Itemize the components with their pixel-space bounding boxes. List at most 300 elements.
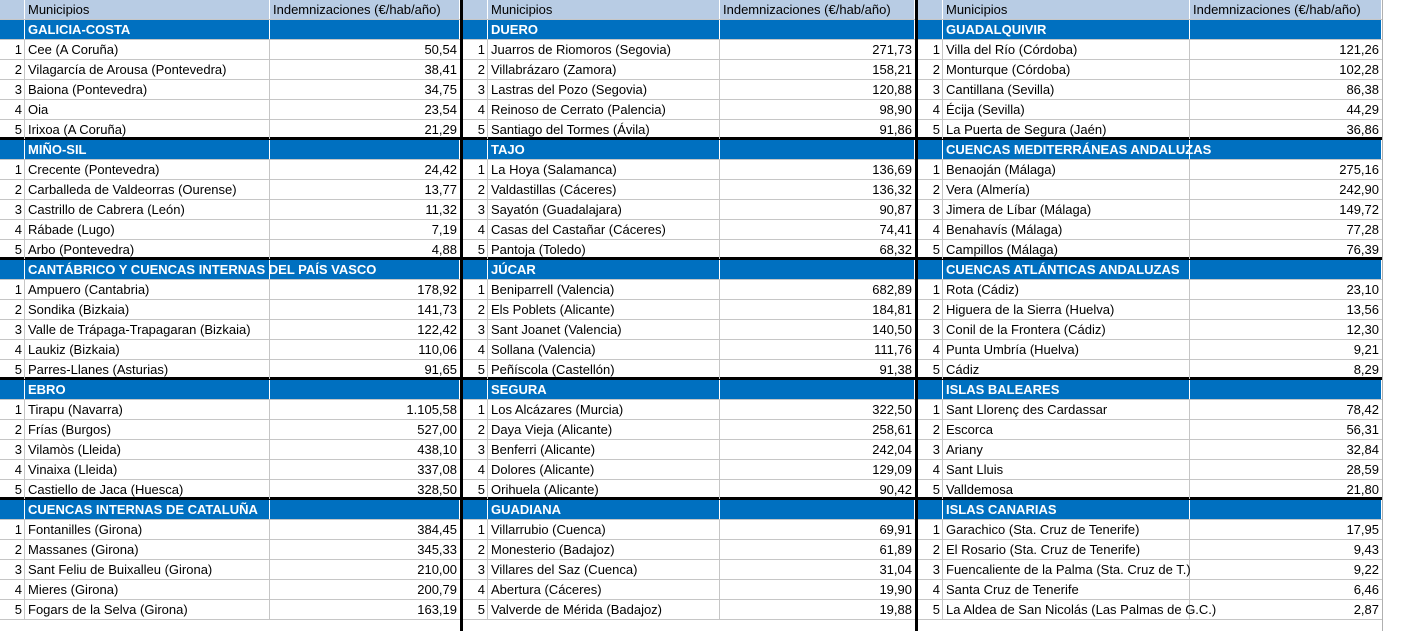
table-row	[0, 280, 460, 300]
table-row	[918, 160, 1382, 180]
municipality-cell[interactable]: Santiago del Tormes (Ávila)	[488, 120, 720, 139]
rank-cell[interactable]: 1	[463, 160, 488, 179]
table-row	[0, 120, 460, 140]
value-cell[interactable]: 9,21	[1353, 342, 1379, 357]
value-cell[interactable]: 34,75	[424, 82, 457, 97]
municipality-cell[interactable]: Villarrubio (Cuenca)	[488, 520, 720, 539]
municipality-cell[interactable]: Écija (Sevilla)	[943, 100, 1190, 119]
value-cell[interactable]: 36,86	[1346, 122, 1379, 137]
rank-cell[interactable]: 5	[463, 240, 488, 259]
rank-cell[interactable]: 4	[463, 100, 488, 119]
table-row	[0, 580, 460, 600]
rank-cell[interactable]: 5	[0, 480, 25, 499]
table-row	[463, 540, 915, 560]
rank-cell[interactable]: 5	[918, 360, 943, 379]
table-row	[463, 40, 915, 60]
table-row	[918, 420, 1382, 440]
municipality-cell[interactable]: Rota (Cádiz)	[943, 280, 1190, 299]
municipality-cell[interactable]: Villa del Río (Córdoba)	[943, 40, 1190, 59]
municipality-cell[interactable]: Sayatón (Guadalajara)	[488, 200, 720, 219]
value-cell[interactable]: 2,87	[1353, 602, 1379, 617]
rank-cell[interactable]: 2	[918, 540, 943, 559]
table-row	[0, 540, 460, 560]
municipality-cell[interactable]: Casas del Castañar (Cáceres)	[488, 220, 720, 239]
value-cell[interactable]: 32,84	[1346, 442, 1379, 457]
value-cell[interactable]: 682,89	[872, 282, 912, 297]
group-name[interactable]: EBRO	[25, 380, 270, 399]
municipality-cell[interactable]: Monesterio (Badajoz)	[488, 540, 720, 559]
municipality-cell[interactable]: Sollana (Valencia)	[488, 340, 720, 359]
rank-cell[interactable]: 3	[463, 320, 488, 339]
rank-cell[interactable]: 1	[0, 520, 25, 539]
table-row	[463, 280, 915, 300]
municipality-cell[interactable]: Monturque (Córdoba)	[943, 60, 1190, 79]
table-row	[0, 520, 460, 540]
rank-cell[interactable]: 5	[918, 600, 943, 619]
group-name[interactable]: ISLAS CANARIAS	[943, 500, 1190, 519]
group-value-blank	[270, 140, 460, 159]
rank-cell[interactable]: 4	[463, 580, 488, 599]
rank-cell[interactable]: 3	[0, 320, 25, 339]
rank-cell[interactable]: 5	[463, 360, 488, 379]
rank-cell[interactable]: 1	[918, 520, 943, 539]
value-cell[interactable]: 21,29	[424, 122, 457, 137]
municipality-cell[interactable]: Valdastillas (Cáceres)	[488, 180, 720, 199]
value-cell[interactable]: 110,06	[418, 342, 457, 357]
header-indemnizaciones[interactable]: Indemnizaciones (€/hab/año)	[1190, 0, 1382, 19]
municipality-cell[interactable]: Fontanilles (Girona)	[25, 520, 270, 539]
municipality-cell[interactable]: Cantillana (Sevilla)	[943, 80, 1190, 99]
rank-cell[interactable]: 4	[918, 340, 943, 359]
table-row	[918, 220, 1382, 240]
table-row	[463, 180, 915, 200]
municipality-cell[interactable]: Mieres (Girona)	[25, 580, 270, 599]
value-cell[interactable]: 91,65	[424, 362, 457, 377]
group-value-blank	[270, 20, 460, 39]
municipality-cell[interactable]: Punta Umbría (Huelva)	[943, 340, 1190, 359]
table-row	[463, 160, 915, 180]
value-cell[interactable]: 8,29	[1353, 362, 1379, 377]
municipality-cell[interactable]: Jimera de Líbar (Málaga)	[943, 200, 1190, 219]
value-cell[interactable]: 61,89	[879, 542, 912, 557]
value-cell[interactable]: 136,32	[872, 182, 912, 197]
group-name[interactable]: JÚCAR	[488, 260, 720, 279]
rank-cell[interactable]: 2	[463, 60, 488, 79]
rank-cell[interactable]: 5	[918, 240, 943, 259]
rank-cell[interactable]: 5	[0, 120, 25, 139]
municipality-cell[interactable]: Villabrázaro (Zamora)	[488, 60, 720, 79]
value-cell[interactable]: 9,43	[1353, 542, 1379, 557]
table-row	[0, 160, 460, 180]
rank-cell[interactable]: 1	[918, 280, 943, 299]
municipality-cell[interactable]: Juarros de Riomoros (Segovia)	[488, 40, 720, 59]
municipality-cell[interactable]: Lastras del Pozo (Segovia)	[488, 80, 720, 99]
municipality-cell[interactable]: Cádiz	[943, 360, 1190, 379]
rank-cell[interactable]: 1	[0, 280, 25, 299]
group-header-row	[463, 500, 915, 520]
value-cell[interactable]: 200,79	[417, 582, 457, 597]
group-header-row	[0, 20, 460, 40]
rank-cell[interactable]: 5	[0, 240, 25, 259]
value-cell[interactable]: 90,87	[879, 202, 912, 217]
municipality-cell[interactable]: Crecente (Pontevedra)	[25, 160, 270, 179]
table-row	[463, 520, 915, 540]
municipality-cell[interactable]: Fuencaliente de la Palma (Sta. Cruz de T.)	[943, 560, 1190, 579]
value-cell[interactable]: 322,50	[872, 402, 912, 417]
value-cell[interactable]: 384,45	[417, 522, 457, 537]
header-municipios[interactable]: Municipios	[25, 0, 270, 19]
rank-cell[interactable]: 2	[463, 540, 488, 559]
value-cell[interactable]: 140,50	[872, 322, 912, 337]
group-name[interactable]: CANTÁBRICO Y CUENCAS INTERNAS DEL PAÍS VASCO	[25, 260, 270, 279]
group-header-row	[918, 140, 1382, 160]
table-row	[0, 560, 460, 580]
value-cell[interactable]: 136,69	[872, 162, 912, 177]
table-row	[918, 240, 1382, 260]
rank-cell[interactable]: 1	[463, 280, 488, 299]
rank-cell[interactable]: 4	[0, 340, 25, 359]
rank-cell[interactable]: 3	[918, 200, 943, 219]
group-blank-cell	[918, 140, 943, 159]
value-cell[interactable]: 69,91	[879, 522, 912, 537]
value-cell[interactable]: 50,54	[424, 42, 457, 57]
municipality-cell[interactable]: Castrillo de Cabrera (León)	[25, 200, 270, 219]
municipality-cell[interactable]: Sant Lluis	[943, 460, 1190, 479]
rank-cell[interactable]: 1	[0, 400, 25, 419]
value-cell[interactable]: 121,26	[1339, 42, 1379, 57]
value-cell[interactable]: 527,00	[417, 422, 457, 437]
municipality-cell[interactable]: Arbo (Pontevedra)	[25, 240, 270, 259]
group-name[interactable]: GUADIANA	[488, 500, 720, 519]
rank-cell[interactable]: 2	[463, 300, 488, 319]
rank-cell[interactable]: 5	[918, 120, 943, 139]
value-cell[interactable]: 13,56	[1346, 302, 1379, 317]
group-value-blank	[720, 140, 915, 159]
value-cell[interactable]: 158,21	[872, 62, 912, 77]
rank-cell[interactable]: 3	[0, 440, 25, 459]
table-row	[918, 200, 1382, 220]
value-cell[interactable]: 328,50	[417, 482, 457, 497]
value-cell[interactable]: 90,42	[879, 482, 912, 497]
rank-cell[interactable]: 3	[0, 200, 25, 219]
rank-cell[interactable]: 2	[463, 180, 488, 199]
municipality-cell[interactable]: Daya Vieja (Alicante)	[488, 420, 720, 439]
value-cell[interactable]: 13,77	[424, 182, 457, 197]
rank-cell[interactable]: 2	[918, 420, 943, 439]
rank-cell[interactable]: 2	[918, 180, 943, 199]
rank-cell[interactable]: 4	[0, 220, 25, 239]
group-value-blank	[1190, 500, 1382, 519]
rank-cell[interactable]: 2	[0, 300, 25, 319]
rank-cell[interactable]: 1	[0, 40, 25, 59]
value-cell[interactable]: 24,42	[424, 162, 457, 177]
table-column-2	[463, 0, 918, 631]
value-cell[interactable]: 1.105,58	[406, 402, 457, 417]
municipality-cell[interactable]: Irixoa (A Coruña)	[25, 120, 270, 139]
header-row	[0, 0, 460, 20]
municipality-cell[interactable]: Dolores (Alicante)	[488, 460, 720, 479]
value-cell[interactable]: 31,04	[879, 562, 912, 577]
municipality-cell[interactable]: Massanes (Girona)	[25, 540, 270, 559]
municipality-cell[interactable]: Cee (A Coruña)	[25, 40, 270, 59]
rank-cell[interactable]: 1	[0, 160, 25, 179]
group-header-row	[463, 260, 915, 280]
group-value-blank	[720, 260, 915, 279]
municipality-cell[interactable]: Orihuela (Alicante)	[488, 480, 720, 499]
header-indemnizaciones[interactable]: Indemnizaciones (€/hab/año)	[270, 0, 460, 19]
rank-cell[interactable]: 2	[0, 60, 25, 79]
value-cell[interactable]: 23,54	[424, 102, 457, 117]
table-row	[0, 480, 460, 500]
rank-cell[interactable]: 5	[463, 480, 488, 499]
municipality-cell[interactable]: El Rosario (Sta. Cruz de Tenerife)	[943, 540, 1190, 559]
group-header-row	[0, 500, 460, 520]
municipality-cell[interactable]: Pantoja (Toledo)	[488, 240, 720, 259]
value-cell[interactable]: 12,30	[1346, 322, 1379, 337]
municipality-cell[interactable]: La Puerta de Segura (Jaén)	[943, 120, 1190, 139]
group-value-blank	[720, 500, 915, 519]
municipality-cell[interactable]: Els Poblets (Alicante)	[488, 300, 720, 319]
rank-cell[interactable]: 5	[463, 120, 488, 139]
value-cell[interactable]: 19,88	[879, 602, 912, 617]
municipality-cell[interactable]: Reinoso de Cerrato (Palencia)	[488, 100, 720, 119]
municipality-cell[interactable]: Benahavís (Málaga)	[943, 220, 1190, 239]
municipality-cell[interactable]: Fogars de la Selva (Girona)	[25, 600, 270, 619]
municipality-cell[interactable]: Higuera de la Sierra (Huelva)	[943, 300, 1190, 319]
table-row	[918, 520, 1382, 540]
group-name[interactable]: CUENCAS ATLÁNTICAS ANDALUZAS	[943, 260, 1190, 279]
group-name[interactable]: DUERO	[488, 20, 720, 39]
value-cell[interactable]: 91,38	[879, 362, 912, 377]
rank-cell[interactable]: 4	[918, 580, 943, 599]
group-blank-cell	[463, 20, 488, 39]
table-row	[0, 320, 460, 340]
municipality-cell[interactable]: Vinaixa (Lleida)	[25, 460, 270, 479]
group-name[interactable]: MIÑO-SIL	[25, 140, 270, 159]
value-cell[interactable]: 19,90	[879, 582, 912, 597]
rank-cell[interactable]: 1	[918, 160, 943, 179]
value-cell[interactable]: 38,41	[424, 62, 457, 77]
group-blank-cell	[0, 500, 25, 519]
rank-cell[interactable]: 1	[463, 520, 488, 539]
rank-cell[interactable]: 3	[0, 560, 25, 579]
rank-cell[interactable]: 5	[0, 600, 25, 619]
municipality-cell[interactable]: Vilagarcía de Arousa (Pontevedra)	[25, 60, 270, 79]
value-cell[interactable]: 7,19	[431, 222, 457, 237]
table-row	[463, 420, 915, 440]
rank-cell[interactable]: 1	[918, 40, 943, 59]
municipality-cell[interactable]: Villares del Saz (Cuenca)	[488, 560, 720, 579]
value-cell[interactable]: 337,08	[417, 462, 457, 477]
header-municipios[interactable]: Municipios	[943, 0, 1190, 19]
municipality-cell[interactable]: Garachico (Sta. Cruz de Tenerife)	[943, 520, 1190, 539]
group-header-row	[0, 140, 460, 160]
value-cell[interactable]: 23,10	[1346, 282, 1379, 297]
rank-cell[interactable]: 2	[918, 300, 943, 319]
rank-cell[interactable]: 4	[0, 460, 25, 479]
municipality-cell[interactable]: Santa Cruz de Tenerife	[943, 580, 1190, 599]
value-cell[interactable]: 242,04	[872, 442, 912, 457]
rank-cell[interactable]: 4	[463, 460, 488, 479]
municipality-cell[interactable]: Frías (Burgos)	[25, 420, 270, 439]
value-cell[interactable]: 102,28	[1339, 62, 1379, 77]
municipality-cell[interactable]: Valldemosa	[943, 480, 1190, 499]
municipality-cell[interactable]: Oia	[25, 100, 270, 119]
municipality-cell[interactable]: Sant Llorenç des Cardassar	[943, 400, 1190, 419]
group-name[interactable]: CUENCAS INTERNAS DE CATALUÑA	[25, 500, 270, 519]
rank-cell[interactable]: 3	[463, 560, 488, 579]
rank-cell[interactable]: 2	[0, 180, 25, 199]
municipality-cell[interactable]: Baiona (Pontevedra)	[25, 80, 270, 99]
value-cell[interactable]: 86,38	[1346, 82, 1379, 97]
rank-cell[interactable]: 3	[918, 560, 943, 579]
value-cell[interactable]: 141,73	[417, 302, 457, 317]
rank-cell[interactable]: 2	[463, 420, 488, 439]
value-cell[interactable]: 178,92	[417, 282, 457, 297]
value-cell[interactable]: 9,22	[1353, 562, 1379, 577]
value-cell[interactable]: 111,76	[874, 342, 912, 357]
value-cell[interactable]: 122,42	[417, 322, 457, 337]
rank-cell[interactable]: 5	[918, 480, 943, 499]
group-name[interactable]: CUENCAS MEDITERRÁNEAS ANDALUZAS	[943, 140, 1190, 159]
table-row	[918, 320, 1382, 340]
municipality-cell[interactable]: La Hoya (Salamanca)	[488, 160, 720, 179]
rank-cell[interactable]: 3	[918, 320, 943, 339]
value-cell[interactable]: 17,95	[1346, 522, 1379, 537]
rank-cell[interactable]: 5	[0, 360, 25, 379]
municipality-cell[interactable]: Ampuero (Cantabria)	[25, 280, 270, 299]
group-value-blank	[720, 380, 915, 399]
municipality-cell[interactable]: Sant Joanet (Valencia)	[488, 320, 720, 339]
value-cell[interactable]: 56,31	[1346, 422, 1379, 437]
value-cell[interactable]: 68,32	[879, 242, 912, 257]
table-row	[918, 360, 1382, 380]
rank-cell[interactable]: 3	[463, 440, 488, 459]
municipality-cell[interactable]: Sondika (Bizkaia)	[25, 300, 270, 319]
rank-cell[interactable]: 3	[918, 440, 943, 459]
header-row	[463, 0, 915, 20]
table-row	[918, 400, 1382, 420]
group-blank-cell	[0, 380, 25, 399]
table-row	[918, 460, 1382, 480]
municipality-cell[interactable]: Vera (Almería)	[943, 180, 1190, 199]
municipality-cell[interactable]: Rábade (Lugo)	[25, 220, 270, 239]
municipality-cell[interactable]: Valle de Trápaga-Trapagaran (Bizkaia)	[25, 320, 270, 339]
rank-cell[interactable]: 4	[463, 340, 488, 359]
value-cell[interactable]: 91,86	[879, 122, 912, 137]
municipality-cell[interactable]: Escorca	[943, 420, 1190, 439]
municipality-cell[interactable]: Los Alcázares (Murcia)	[488, 400, 720, 419]
group-name[interactable]: GUADALQUIVIR	[943, 20, 1190, 39]
rank-cell[interactable]: 2	[918, 60, 943, 79]
header-indemnizaciones[interactable]: Indemnizaciones (€/hab/año)	[720, 0, 915, 19]
rank-cell[interactable]: 1	[918, 400, 943, 419]
value-cell[interactable]: 345,33	[417, 542, 457, 557]
municipality-cell[interactable]: Campillos (Málaga)	[943, 240, 1190, 259]
value-cell[interactable]: 74,41	[879, 222, 912, 237]
municipality-cell[interactable]: Peñíscola (Castellón)	[488, 360, 720, 379]
group-blank-cell	[0, 20, 25, 39]
municipality-cell[interactable]: Parres-Llanes (Asturias)	[25, 360, 270, 379]
value-cell[interactable]: 275,16	[1339, 162, 1379, 177]
table-row	[463, 560, 915, 580]
rank-cell[interactable]: 2	[0, 540, 25, 559]
municipality-cell[interactable]: Valverde de Mérida (Badajoz)	[488, 600, 720, 619]
group-value-blank	[720, 20, 915, 39]
value-cell[interactable]: 149,72	[1339, 202, 1379, 217]
value-cell[interactable]: 258,61	[872, 422, 912, 437]
value-cell[interactable]: 438,10	[417, 442, 457, 457]
value-cell[interactable]: 184,81	[872, 302, 912, 317]
value-cell[interactable]: 11,32	[425, 202, 457, 217]
rank-cell[interactable]: 2	[0, 420, 25, 439]
group-name[interactable]: SEGURA	[488, 380, 720, 399]
municipality-cell[interactable]: Tirapu (Navarra)	[25, 400, 270, 419]
rank-cell[interactable]: 4	[0, 580, 25, 599]
municipality-cell[interactable]: Conil de la Frontera (Cádiz)	[943, 320, 1190, 339]
value-cell[interactable]: 242,90	[1339, 182, 1379, 197]
value-cell[interactable]: 78,42	[1346, 402, 1379, 417]
value-cell[interactable]: 163,19	[417, 602, 457, 617]
rank-cell[interactable]: 4	[918, 100, 943, 119]
municipality-cell[interactable]: Carballeda de Valdeorras (Ourense)	[25, 180, 270, 199]
value-cell[interactable]: 98,90	[879, 102, 912, 117]
header-municipios[interactable]: Municipios	[488, 0, 720, 19]
municipality-cell[interactable]: Vilamòs (Lleida)	[25, 440, 270, 459]
municipality-cell[interactable]: Beniparrell (Valencia)	[488, 280, 720, 299]
value-cell[interactable]: 76,39	[1346, 242, 1379, 257]
group-name[interactable]: ISLAS BALEARES	[943, 380, 1190, 399]
municipality-cell[interactable]: Benferri (Alicante)	[488, 440, 720, 459]
value-cell[interactable]: 210,00	[417, 562, 457, 577]
municipality-cell[interactable]: Laukiz (Bizkaia)	[25, 340, 270, 359]
table-row	[918, 340, 1382, 360]
municipality-cell[interactable]: La Aldea de San Nicolás (Las Palmas de G.C.)	[943, 600, 1190, 619]
rank-cell[interactable]: 3	[463, 80, 488, 99]
rank-cell[interactable]: 1	[463, 40, 488, 59]
rank-cell[interactable]: 3	[463, 200, 488, 219]
value-cell[interactable]: 44,29	[1346, 102, 1379, 117]
rank-cell[interactable]: 4	[463, 220, 488, 239]
value-cell[interactable]: 28,59	[1346, 462, 1379, 477]
group-name[interactable]: GALICIA-COSTA	[25, 20, 270, 39]
rank-cell[interactable]: 4	[918, 460, 943, 479]
value-cell[interactable]: 129,09	[872, 462, 912, 477]
table-row	[463, 220, 915, 240]
value-cell[interactable]: 4,88	[431, 242, 457, 257]
municipality-cell[interactable]: Benaoján (Málaga)	[943, 160, 1190, 179]
municipality-cell[interactable]: Ariany	[943, 440, 1190, 459]
value-cell[interactable]: 271,73	[872, 42, 912, 57]
value-cell[interactable]: 120,88	[872, 82, 912, 97]
rank-cell[interactable]: 4	[918, 220, 943, 239]
municipality-cell[interactable]: Abertura (Cáceres)	[488, 580, 720, 599]
rank-cell[interactable]: 4	[0, 100, 25, 119]
header-blank-cell	[0, 0, 25, 19]
value-cell[interactable]: 21,80	[1346, 482, 1379, 497]
table-row	[918, 480, 1382, 500]
header-blank-cell	[918, 0, 943, 19]
rank-cell[interactable]: 5	[463, 600, 488, 619]
group-name[interactable]: TAJO	[488, 140, 720, 159]
rank-cell[interactable]: 1	[463, 400, 488, 419]
rank-cell[interactable]: 3	[918, 80, 943, 99]
value-cell[interactable]: 77,28	[1346, 222, 1379, 237]
value-cell[interactable]: 6,46	[1353, 582, 1379, 597]
rank-cell[interactable]: 3	[0, 80, 25, 99]
municipality-cell[interactable]: Castiello de Jaca (Huesca)	[25, 480, 270, 499]
municipality-cell[interactable]: Sant Feliu de Buixalleu (Girona)	[25, 560, 270, 579]
